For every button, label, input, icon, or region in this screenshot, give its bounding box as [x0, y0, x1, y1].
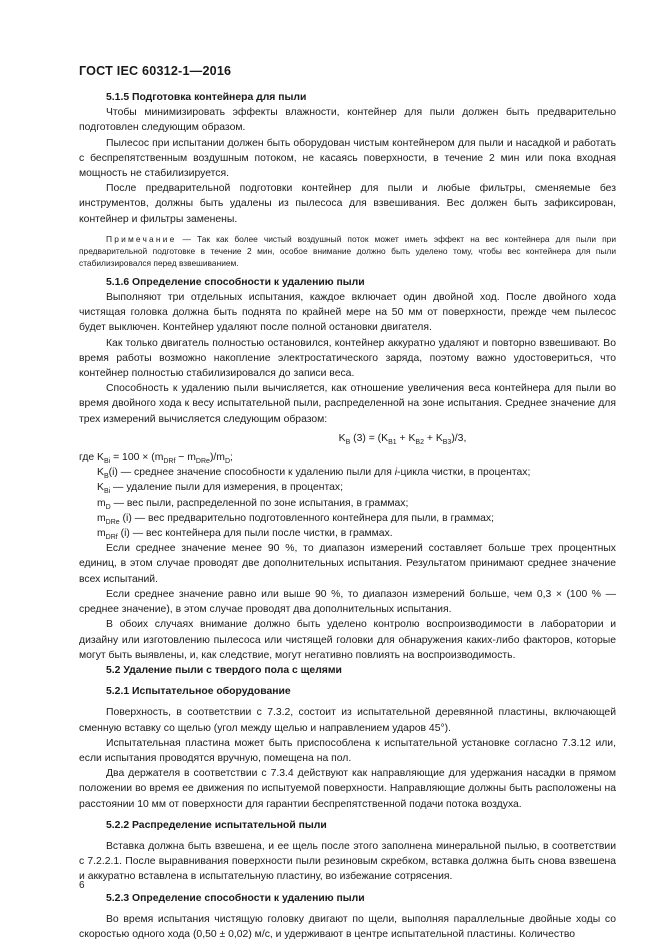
definition-line: $m_{DRf}$ (i) — вес контейнера для пыли после чистки, в граммах. [97, 528, 393, 542]
section-heading: 5.2.2 Распределение испытательной пыли [106, 819, 327, 831]
paragraph: В обоих случаях внимание должно быть уделено контролю воспроизводимости в лаборатории и дизайну или изготовлению пылесоса или чистящей головки для обнаружения каких-либо факторов, которые могут быть выявлены, и, как следствие, могут негативно повлиять на воспроизводимость. [79, 619, 616, 661]
definition-line: $m_D$ — вес пыли, распределенной по зоне испытания, в граммах; [97, 497, 409, 511]
page-number: 6 [79, 880, 85, 891]
paragraph: Как только двигатель полностью остановился, контейнер аккуратно удаляют и повторно взвешивают. Во время работы возможно накопление электростатического заряда, поэтому важно удостовериться, что контейнер полностью стабилизировался до записи веса. [79, 337, 616, 380]
note-text: — Так как более чистый воздушный поток может иметь эффект на вес контейнера для пыли при предварительной подготовке в течение 2 мин, особое внимание должно быть уделено тому, чтобы вес контейнера для пыли стабилизировался перед взвешиванием. [79, 233, 616, 268]
formula: $K_B$ $(3) = (K_{B1} + K_{B2} + K_{B3})/3$, [338, 432, 467, 446]
section-heading: 5.2.3 Определение способности к удалению пыли [106, 892, 365, 904]
document-body [79, 90, 616, 942]
paragraph: Если среднее значение равно или выше 90 %, то диапазон измерений больше, чем 0,3 × (100 % — среднее значение), в этом случае проводят два дополнительных испытания. [79, 588, 616, 616]
note-label: Примечание [106, 233, 177, 244]
definition-line: где $K_{Bi} = 100 \times (m_{DRf} - m_{DRe})/m_D$; [79, 452, 233, 466]
section-heading: 5.2 Удаление пыли с твердого пола с щелями [106, 664, 342, 676]
section-heading: 5.1.5 Подготовка контейнера для пыли [106, 92, 307, 103]
paragraph: Поверхность, в соответствии с 7.3.2, состоит из испытательной деревянной пластины, включающей сменную вставку со щелью (угол между щелью и направлением ударов 45°). [79, 707, 616, 734]
paragraph: Испытательная пластина может быть приспособлена к испытательной установке согласно 7.3.12 или, если испытания проводятся вручную, помещена на пол. [79, 737, 616, 764]
paragraph: Способность к удалению пыли вычисляется, как отношение увеличения веса контейнера для пыли во время двойного хода к весу испытательной пыли, распределенной на зоне испытания. Среднее значение для трех измерений вычисляется следующим образом: [79, 383, 616, 425]
paragraph: После предварительной подготовки контейнер для пыли и любые фильтры, сменяемые без инструментов, должны быть удалены из пылесоса для взвешивания. Вес должен быть зафиксирован, контейнер и фильтры заменены. [79, 183, 616, 225]
paragraph: Два держателя в соответствии с 7.3.4 действуют как направляющие для удержания насадки в прямом положении во время ее движения по испытуемой поверхности. Направляющие должны быть расположены на расстоянии 10 мм от поверхности для гарантии беспрепятственной подачи потока воздуха. [79, 768, 616, 810]
paragraph: Чтобы минимизировать эффекты влажности, контейнер для пыли должен быть предварительно подготовлен следующим образом. [79, 107, 616, 134]
paragraph: Выполняют три отдельных испытания, каждое включает один двойной ход. После двойного хода чистящая головка должна быть поднята по крайней мере на 50 мм от поверхности, прежде чем пылесос будет выключен. Контейнер удаляют после полной остановки двигателя. [79, 292, 616, 334]
paragraph: Во время испытания чистящую головку двигают по щели, выполняя параллельные двойные ходы со скоростью одного хода (0,50 ± 0,02) м/с, и удерживают в центре испытательной пластины. Количество [79, 913, 616, 940]
section-heading: 5.1.6 Определение способности к удалению пыли [106, 276, 365, 288]
definition-line: $K_{Bi}$ — удаление пыли для измерения, в процентах; [97, 482, 344, 496]
paragraph: Если среднее значение менее 90 %, то диапазон измерений составляет больше трех процентных единиц, в этом случае проводят две дополнительных испытания. Результатом принимают среднее значение всех испытаний. [79, 543, 616, 585]
variable-definitions [79, 450, 616, 541]
note [79, 233, 616, 269]
paragraph: Пылесос при испытании должен быть оборудован чистым контейнером для пыли и насадкой и работать с беспрепятственным воздушным потоком, не касаясь поверхности, в течение 2 мин или пока входная мощность не стабилизируется. [79, 137, 616, 180]
definition-line: $m_{DRe}$ (i) — вес предварительно подготовленного контейнера для пыли, в граммах; [97, 512, 494, 526]
section-heading: 5.2.1 Испытательное оборудование [106, 686, 291, 698]
document-header: ГОСТ IEC 60312-1—2016 [79, 64, 232, 78]
paragraph: Вставка должна быть взвешена, и ее щель после этого заполнена минеральной пылью, в соответствии с 7.2.2.1. После выравнивания поверхности пыли резиновым скребком, вставка должна быть снова взвешена и аккуратно вставлена в испытательную пластину, во избежание сотрясения. [79, 840, 616, 883]
definition-line: $K_B(i)$ — среднее значение способности к удалению пыли для i-цикла чистки, в процентах; [97, 467, 531, 481]
